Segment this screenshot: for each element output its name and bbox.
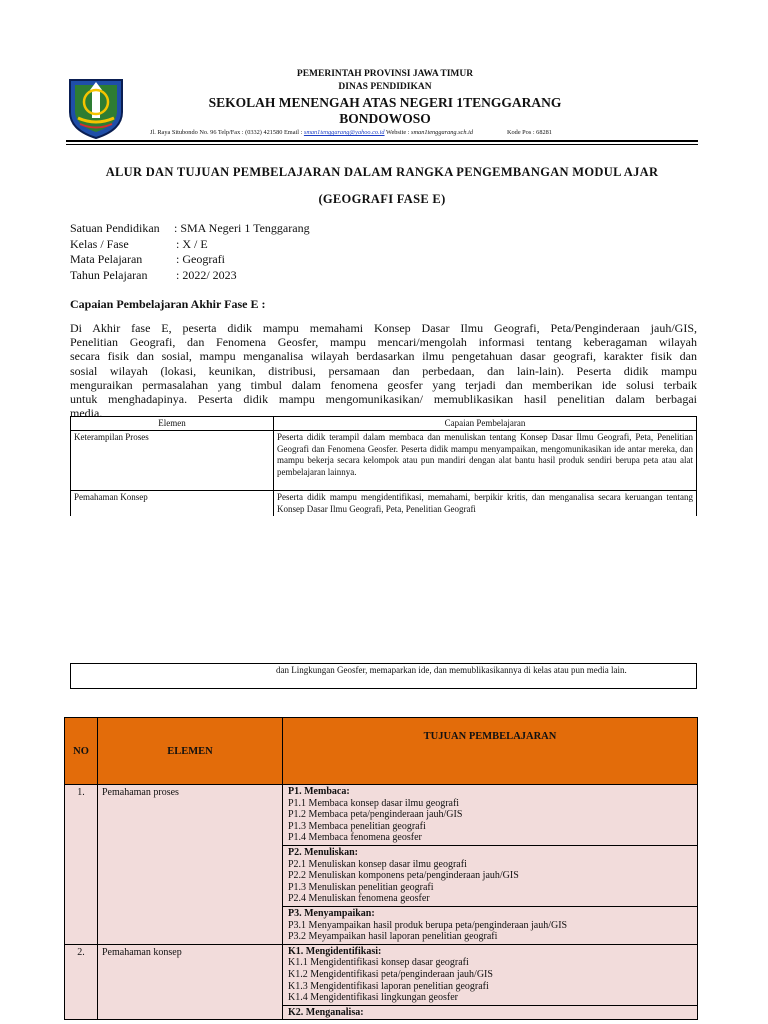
header-department: DINAS PENDIDIKAN: [338, 82, 432, 92]
info-row: Satuan Pendidikan : SMA Negeri 1 Tenggarang: [70, 221, 310, 235]
header-divider-thin: [66, 144, 698, 145]
website-label: Website :: [384, 129, 412, 136]
header-city: BONDOWOSO: [339, 111, 431, 126]
header-government: PEMERINTAH PROVINSI JAWA TIMUR: [296, 69, 474, 79]
header-address: [150, 129, 620, 136]
document-info: [70, 221, 310, 283]
table-header: Capaian Pembelajaran: [274, 417, 697, 431]
header-school-name: SEKOLAH MENENGAH ATAS NEGERI 1TENGGARANG: [208, 95, 562, 110]
school-logo-icon: [66, 74, 126, 140]
table-row: 2. Pemahaman konsep K1. Mengidentifikasi: K1.1 Mengidentifikasi konsep dasar geografi K1.2 Mengidentifikasi peta/penginderaan jauh/GIS K1.3 Mengidentifikasi laporan penelitian geografi K1.4 Mengidentifikasi lingkungan geosfer K2. Menganalisa:: [65, 944, 698, 1020]
website-link[interactable]: sman1tenggarang.sch.id: [411, 129, 473, 136]
table-header: ELEMEN: [98, 718, 283, 785]
address-text: Jl. Raya Situbondo No. 96 Telp/Fax : (0332) 421580 Email :: [150, 129, 304, 136]
capaian-table: [70, 416, 697, 516]
tujuan-group: P1. Membaca: P1.1 Membaca konsep dasar ilmu geografi P1.2 Membaca peta/penginderaan jauh/GIS P1.3 Membaca penelitian geografi P1.4 Membaca fenomena geosfer: [283, 785, 697, 846]
document-title: ALUR DAN TUJUAN PEMBELAJARAN DALAM RANGKA PENGEMBANGAN MODUL AJAR: [105, 165, 659, 179]
capaian-table-continuation: dan Lingkungan Geosfer, memaparkan ide, dan memublikasikannya di kelas atau pun media lain.: [70, 663, 697, 689]
postal-code: Kode Pos : 68281: [506, 129, 552, 136]
table-header: TUJUAN PEMBELAJARAN: [283, 718, 698, 785]
tujuan-table: [64, 717, 698, 1020]
tujuan-group: K1. Mengidentifikasi: K1.1 Mengidentifikasi konsep dasar geografi K1.2 Mengidentifikasi peta/penginderaan jauh/GIS K1.3 Mengidentifikasi laporan penelitian geografi K1.4 Mengidentifikasi lingkungan geosfer: [283, 945, 697, 1006]
capaian-heading: Capaian Pembelajaran Akhir Fase E :: [70, 297, 266, 311]
info-row: Kelas / Fase : X / E: [70, 236, 208, 251]
info-row: Tahun Pelajaran : 2022/ 2023: [70, 267, 237, 282]
document-subtitle: (GEOGRAFI FASE E): [318, 192, 446, 206]
table-row: Keterampilan Proses Peserta didik terampil dalam membaca dan menuliskan tentang Konsep Dasar Ilmu Geografi, Peta, Penelitian Geografi dan Fenomena Geosfer. Peserta didik mampu menyampaikan, mengomunikasikan ide antar mereka, dan mampu bekerja secara kelompok atau pun mandiri dengan alat bantu hasil produk sendiri berupa peta atau alat pembelajaran lainnya.: [71, 431, 697, 491]
table-header: Elemen: [71, 417, 274, 431]
info-row: Mata Pelajaran : Geografi: [70, 252, 225, 266]
table-row: 1. Pemahaman proses P1. Membaca: P1.1 Membaca konsep dasar ilmu geografi P1.2 Membaca peta/penginderaan jauh/GIS P1.3 Membaca penelitian geografi P1.4 Membaca fenomena geosfer P2. Menuliskan: P2.1 Menuliskan konsep dasar ilmu geografi P2.2 Menuliskan komponens peta/penginderaan jauh/GIS P1.3 Menuliskan penelitian geografi P2.4 Menuliskan fenomena geosfer P3. Menyampaikan: P3.1 Menyampaikan hasil produk berupa peta/penginderaan jauh/GIS P3.2 Meyampaikan hasil laporan penelitian geografi: [65, 785, 698, 945]
tujuan-group: P2. Menuliskan: P2.1 Menuliskan konsep dasar ilmu geografi P2.2 Menuliskan komponens peta/penginderaan jauh/GIS P1.3 Menuliskan penelitian geografi P2.4 Menuliskan fenomena geosfer: [283, 846, 697, 907]
tujuan-group: K2. Menganalisa:: [288, 1006, 364, 1018]
header-divider: [66, 140, 698, 142]
tujuan-group: P3. Menyampaikan: P3.1 Menyampaikan hasil produk berupa peta/penginderaan jauh/GIS P3.2 Meyampaikan hasil laporan penelitian geografi: [288, 907, 568, 943]
email-link[interactable]: sman1tenggarang@yahoo.co.id: [303, 129, 385, 136]
table-row: Pemahaman Konsep Peserta didik mampu mengidentifikasi, memahami, berpikir kritis, dan menganalisa secara keruangan tentang Konsep Dasar Ilmu Geografi, Peta, Penelitian Geografi: [71, 491, 697, 517]
table-header: NO: [65, 718, 98, 785]
capaian-paragraph: Di Akhir fase E, peserta didik mampu memahami Konsep Dasar Ilmu Geografi, Peta/Penginderaan jauh/GIS, Penelitian Geografi, dan Fenomena Geosfer, mampu mencari/mengolah informasi tentang keberagaman wilayah secara fisik dan sosial, mampu menganalisa wilayah berdasarkan ilmu pengetahuan dasar geografi, karakter fisik dan sosial wilayah (lokasi, keunikan, distribusi, persamaan dan perbedaan, dan lain-lain). Peserta didik mampu menguraikan permasalahan yang timbul dalam fenomena geosfer yang terjadi dan memberikan ide solusi terbaik untuk menghadapinya. Peserta didik mampu mengomunikasikan/ memublikasikan hasil penelitian dalam berbagai media.: [70, 321, 697, 421]
